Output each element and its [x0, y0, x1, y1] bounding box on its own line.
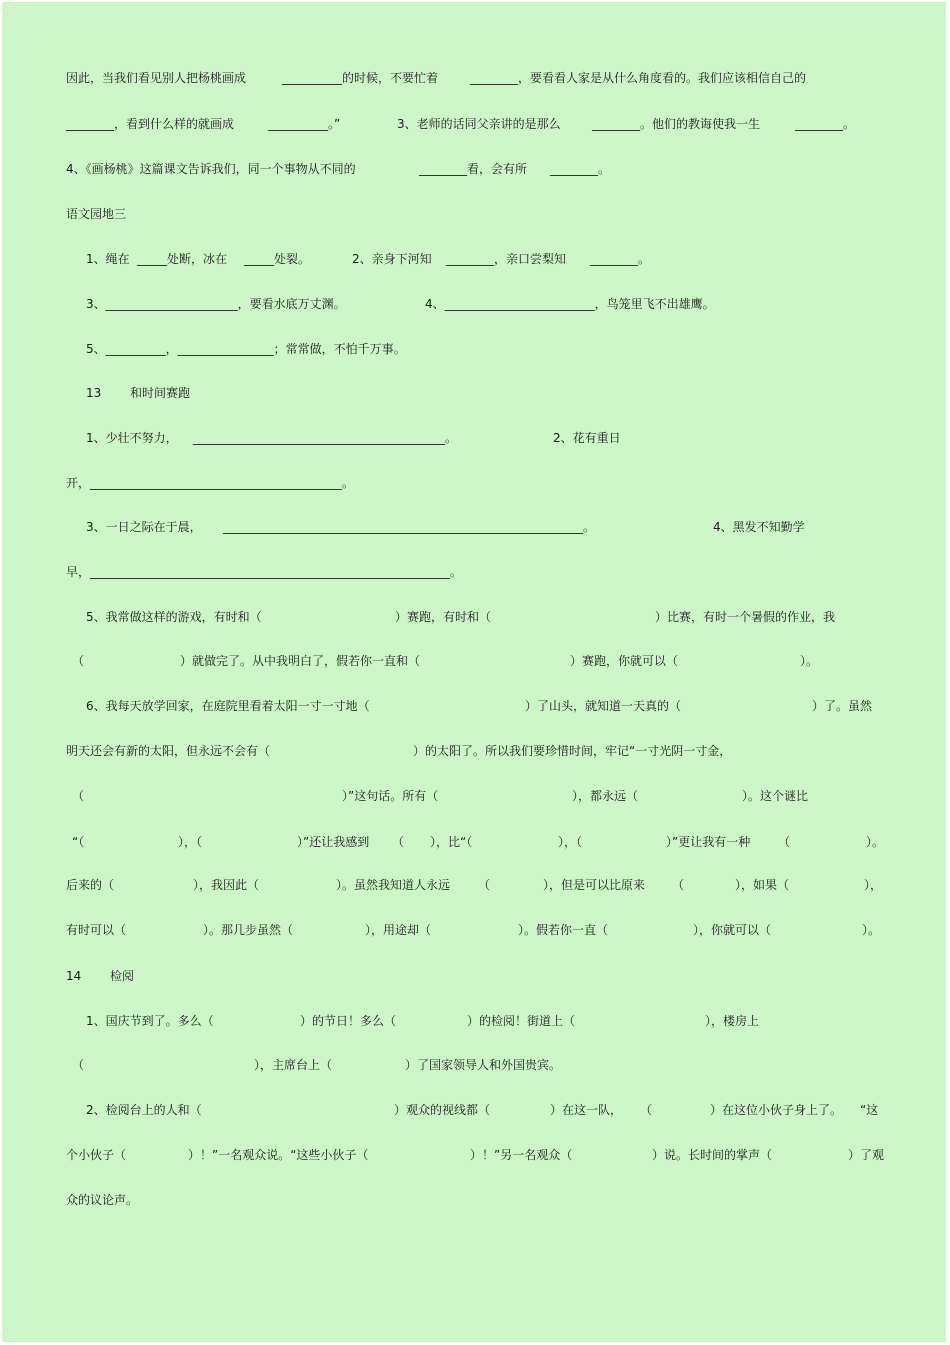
- text-line-l03: [2, 158, 946, 180]
- text-segment: ）在这位小伙子身上了。: [710, 1103, 843, 1117]
- text-segment: ________。: [550, 162, 611, 176]
- text-line-l16: [2, 740, 946, 762]
- text-segment: ）。那几步虽然（: [203, 923, 294, 937]
- text-segment: ）就做完了。从中我明白了，假若你一直和（: [180, 654, 421, 668]
- text-segment: ），都永远（: [572, 789, 639, 803]
- text-segment: （: [392, 835, 405, 849]
- text-segment: ________。: [795, 117, 856, 131]
- text-segment: ____________________________________________________________。: [223, 520, 596, 534]
- text-segment: 开，__________________________________________。: [66, 476, 355, 490]
- text-segment: ），你就可以（: [693, 923, 772, 937]
- text-line-l09: [2, 427, 946, 449]
- text-segment: 1、少壮不努力，: [86, 431, 178, 445]
- text-segment: ）观众的视线都（: [394, 1103, 491, 1117]
- text-segment: ________看，会有所: [419, 162, 528, 176]
- text-segment: 早，____________________________________________________________。: [66, 565, 463, 579]
- text-segment: ）赛跑，有时和（: [395, 610, 492, 624]
- text-segment: （: [640, 1103, 653, 1117]
- text-segment: ）”还让我感到: [297, 835, 370, 849]
- text-segment: （: [72, 654, 85, 668]
- text-segment: 5、__________，________________；常常做，不怕千万事。: [86, 342, 406, 356]
- text-line-l13: [2, 606, 946, 628]
- text-segment: （: [778, 835, 791, 849]
- text-segment: ________，要看看人家是从什么角度看的。我们应该相信自己的: [470, 71, 807, 85]
- text-segment: ）”这句话。所有（: [342, 789, 439, 803]
- text-segment: ）的太阳了。所以我们要珍惜时间，牢记“一寸光阴一寸金，: [413, 744, 732, 758]
- text-segment: 14: [66, 969, 82, 983]
- text-segment: ），但是可以比原来: [543, 878, 646, 892]
- text-segment: 语文园地三: [66, 207, 127, 221]
- text-segment: ）了山头，就知道一天真的（: [525, 699, 682, 713]
- text-line-l17: [2, 785, 946, 807]
- text-segment: 检阅: [110, 969, 135, 983]
- text-segment: ________，看到什么样的就画成: [66, 117, 235, 131]
- text-line-l21: [2, 965, 946, 987]
- text-segment: ），我因此（: [193, 878, 260, 892]
- text-segment: ）。这个谜比: [742, 789, 809, 803]
- text-segment: ）！”另一名观众（: [470, 1148, 573, 1162]
- text-segment: ），比“（: [430, 835, 473, 849]
- text-line-l08: [2, 382, 946, 404]
- text-line-l06: [2, 293, 946, 315]
- text-segment: 5、我常做这样的游戏，有时和（: [86, 610, 262, 624]
- text-segment: ），: [864, 878, 883, 892]
- text-segment: ），主席台上（: [254, 1058, 333, 1072]
- text-segment: 4、_________________________，鸟笼里飞不出雄鹰。: [425, 297, 715, 311]
- text-segment: ）。虽然我知道人永远: [336, 878, 451, 892]
- text-line-l01: [2, 67, 946, 89]
- text-segment: 2、检阅台上的人和（: [86, 1103, 202, 1117]
- text-segment: 明天还会有新的太阳，但永远不会有（: [66, 744, 271, 758]
- text-segment: ）赛跑，你就可以（: [570, 654, 679, 668]
- text-segment: 2、亲身下河知: [352, 252, 432, 266]
- text-line-l25: [2, 1144, 946, 1166]
- text-line-l24: [2, 1099, 946, 1121]
- text-line-l04: [2, 203, 946, 225]
- text-segment: 4、《画杨桃》这篇课文告诉我们，同一个事物从不同的: [66, 162, 356, 176]
- text-segment: ）。假若你一直（: [518, 923, 609, 937]
- text-segment: __________。”: [268, 117, 341, 131]
- text-segment: ）的节日！多么（: [300, 1014, 397, 1028]
- text-segment: ），（: [178, 835, 203, 849]
- text-segment: 有时可以（: [66, 923, 127, 937]
- text-segment: 3、一日之际在于晨，: [86, 520, 202, 534]
- text-line-l22: [2, 1010, 946, 1032]
- text-segment: 个小伙子（: [66, 1148, 127, 1162]
- text-segment: 3、______________________，要看水底万丈渊。: [86, 297, 346, 311]
- text-segment: _____处裂。: [244, 252, 311, 266]
- text-segment: ），用途却（: [365, 923, 432, 937]
- text-segment: ），（: [558, 835, 583, 849]
- text-segment: 众的议论声。: [66, 1193, 139, 1207]
- text-line-l11: [2, 516, 946, 538]
- text-segment: ________。他们的教诲使我一生: [592, 117, 761, 131]
- text-line-l19: [2, 874, 946, 896]
- text-segment: ）。: [862, 923, 881, 937]
- text-segment: ________，亲口尝梨知: [446, 252, 567, 266]
- text-segment: ________。: [590, 252, 651, 266]
- text-segment: （: [478, 878, 491, 892]
- text-line-l23: [2, 1054, 946, 1076]
- text-line-l12: [2, 561, 946, 583]
- text-segment: 6、我每天放学回家，在庭院里看着太阳一寸一寸地（: [86, 699, 370, 713]
- text-segment: __________________________________________。: [193, 431, 458, 445]
- text-segment: 4、黑发不知勤学: [713, 520, 805, 534]
- text-segment: 1、绳在: [86, 252, 130, 266]
- text-segment: 和时间赛跑: [130, 386, 191, 400]
- text-segment: “（: [72, 835, 85, 849]
- text-line-l26: [2, 1189, 946, 1211]
- text-segment: 2、花有重日: [553, 431, 621, 445]
- text-segment: （: [72, 1058, 85, 1072]
- text-segment: ）。: [866, 835, 885, 849]
- text-segment: “这: [860, 1103, 879, 1117]
- text-segment: 1、国庆节到了。多么（: [86, 1014, 214, 1028]
- text-segment: ）比赛，有时一个暑假的作业，我: [655, 610, 836, 624]
- text-segment: ）了国家领导人和外国贵宾。: [405, 1058, 562, 1072]
- text-segment: ）说。长时间的掌声（: [652, 1148, 773, 1162]
- text-segment: 3、老师的话同父亲讲的是那么: [397, 117, 561, 131]
- text-line-l05: [2, 248, 946, 270]
- text-segment: ），楼房上: [705, 1014, 760, 1028]
- text-line-l15: [2, 695, 946, 717]
- text-segment: 13: [86, 386, 102, 400]
- text-segment: ）”更让我有一种: [666, 835, 751, 849]
- text-segment: ）！”一名观众说。“这些小伙子（: [188, 1148, 369, 1162]
- text-line-l07: [2, 338, 946, 360]
- text-segment: __________的时候，不要忙着: [282, 71, 439, 85]
- worksheet-page: [2, 2, 946, 1342]
- text-line-l10: [2, 472, 946, 494]
- text-segment: ）在这一队，: [550, 1103, 623, 1117]
- text-line-l18: [2, 831, 946, 853]
- text-line-l02: [2, 113, 946, 135]
- text-segment: ），如果（: [735, 878, 790, 892]
- text-segment: （: [72, 789, 85, 803]
- text-segment: ）了观: [848, 1148, 885, 1162]
- text-segment: _____处断，冰在: [137, 252, 228, 266]
- text-segment: ）。: [800, 654, 819, 668]
- text-line-l20: [2, 919, 946, 941]
- text-segment: （: [672, 878, 685, 892]
- text-line-l14: [2, 650, 946, 672]
- text-segment: 后来的（: [66, 878, 115, 892]
- text-segment: 因此，当我们看见别人把杨桃画成: [66, 71, 247, 85]
- text-segment: ）了。虽然: [812, 699, 873, 713]
- text-segment: ）的检阅！街道上（: [467, 1014, 576, 1028]
